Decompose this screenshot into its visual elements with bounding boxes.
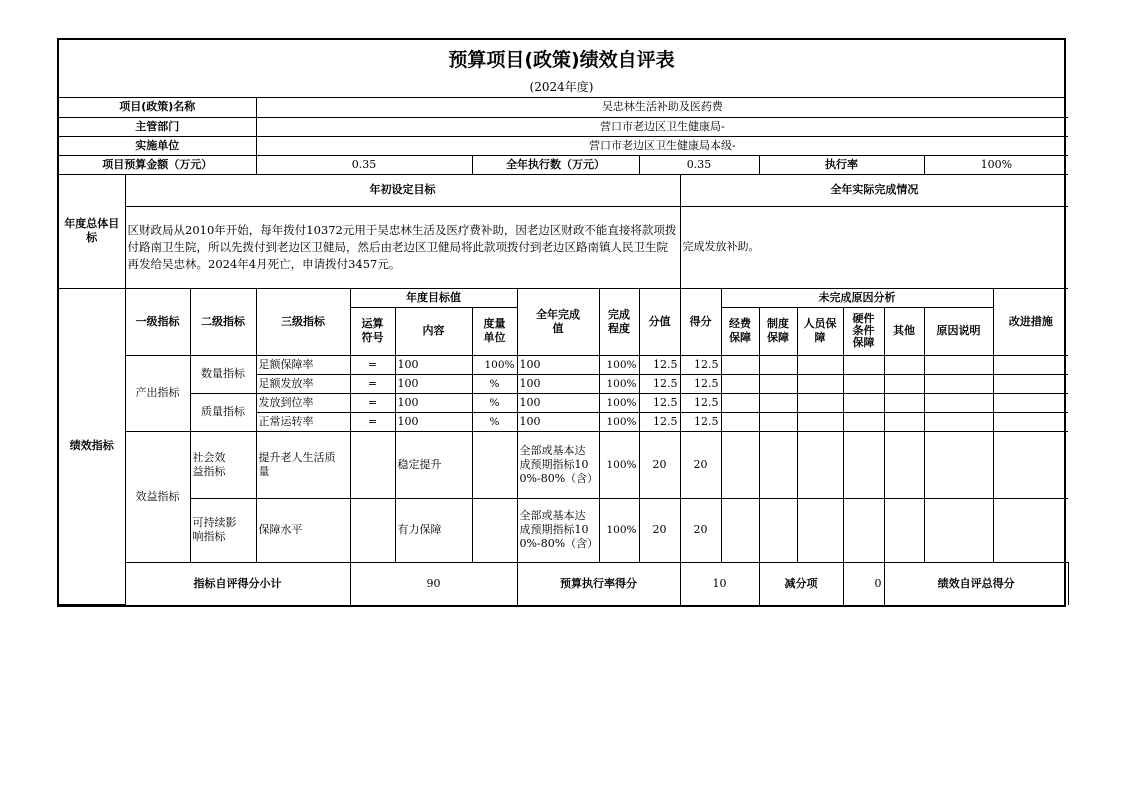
indicator-score: 12.5	[680, 374, 721, 393]
empty-cell	[924, 355, 993, 374]
rate-label: 执行率	[759, 155, 924, 174]
empty-cell	[797, 374, 843, 393]
empty-cell	[993, 412, 1068, 431]
initial-goal-text: 区财政局从2010年开始，每年拨付10372元用于吴忠林生活及医疗费补助，因老边区财政不能直接将款项拨付路南卫生院，所以先拨付到老边区卫健局，然后由老边区卫健局将此款项拨付到老边区路南镇人民卫生院再发给吴忠林。2024年4月死亡，申请拨付3457元。	[125, 206, 680, 288]
indicator-name: 正常运转率	[256, 412, 350, 431]
benefit-level1-label: 效益指标	[125, 431, 190, 562]
level1-header: 一级指标	[125, 288, 190, 355]
budget-row	[59, 155, 1068, 174]
dept-value: 营口市老边区卫生健康局-	[256, 117, 1068, 136]
empty-cell	[759, 393, 797, 412]
indicator-content: 有力保障	[395, 498, 472, 562]
empty-cell	[884, 498, 924, 562]
empty-cell	[843, 355, 884, 374]
subtotal-label: 指标自评得分小计	[125, 562, 350, 605]
empty-cell	[884, 412, 924, 431]
quantity-level2-label: 数量指标	[190, 355, 256, 393]
indicator-degree: 100%	[599, 412, 639, 431]
indicator-points: 12.5	[639, 393, 680, 412]
empty-cell	[759, 498, 797, 562]
empty-cell	[924, 374, 993, 393]
goals-content-row	[59, 206, 1068, 288]
empty-cell	[721, 498, 759, 562]
indicator-content: 100	[395, 355, 472, 374]
goals-section-label: 年度总体目标	[59, 174, 125, 288]
project-name-label: 项目(政策)名称	[59, 98, 256, 117]
indicator-score: 12.5	[680, 393, 721, 412]
indicator-value: 100	[517, 355, 599, 374]
indicator-operator: =	[350, 374, 395, 393]
indicator-score: 12.5	[680, 355, 721, 374]
empty-cell	[797, 498, 843, 562]
sheet-year: (2024年度)	[59, 76, 1064, 98]
goals-header-row	[59, 174, 1068, 206]
subtotal-value: 90	[350, 562, 517, 605]
indicators-section-label: 绩效指标	[59, 288, 125, 605]
indicator-score: 12.5	[680, 412, 721, 431]
indicator-score: 20	[680, 431, 721, 498]
actual-result-text: 完成发放补助。	[680, 206, 1068, 288]
empty-cell	[472, 431, 517, 498]
empty-cell	[759, 355, 797, 374]
quality-level2-label: 质量指标	[190, 393, 256, 431]
indicator-name: 足额发放率	[256, 374, 350, 393]
reason-desc-header: 原因说明	[924, 307, 993, 355]
funding-header: 经费保障	[721, 307, 759, 355]
indicator-operator: =	[350, 393, 395, 412]
output-level1-label: 产出指标	[125, 355, 190, 431]
indicator-value: 全部或基本达成预期指标100%-80%（含）	[517, 431, 599, 498]
indicator-points: 12.5	[639, 412, 680, 431]
table-row	[59, 498, 1068, 562]
evaluation-table	[59, 98, 1068, 605]
completion-degree-header: 完成程度	[599, 288, 639, 355]
footer-row	[59, 562, 1068, 605]
dept-label: 主管部门	[59, 117, 256, 136]
empty-cell	[993, 374, 1068, 393]
level3-header: 三级指标	[256, 288, 350, 355]
empty-cell	[924, 498, 993, 562]
project-name-value: 吴忠林生活补助及医药费	[256, 98, 1068, 117]
exec-label: 全年执行数（万元）	[472, 155, 639, 174]
empty-cell	[924, 393, 993, 412]
empty-cell	[924, 412, 993, 431]
benefit-level2-label: 可持续影响指标	[190, 498, 256, 562]
indicator-score: 20	[680, 498, 721, 562]
unit-row	[59, 136, 1068, 155]
budget-value: 0.35	[256, 155, 472, 174]
indicator-name: 发放到位率	[256, 393, 350, 412]
empty-cell	[993, 355, 1068, 374]
unit-value: 营口市老边区卫生健康局本级-	[256, 136, 1068, 155]
sheet-title: 预算项目(政策)绩效自评表	[448, 48, 675, 71]
empty-cell	[721, 355, 759, 374]
indicator-content: 100	[395, 412, 472, 431]
empty-cell	[843, 412, 884, 431]
empty-cell	[797, 355, 843, 374]
empty-cell	[993, 498, 1068, 562]
empty-cell	[721, 412, 759, 431]
completion-value-header: 全年完成值	[517, 288, 599, 355]
indicator-points: 20	[639, 498, 680, 562]
indicator-degree: 100%	[599, 355, 639, 374]
score-header: 得分	[680, 288, 721, 355]
annual-target-header: 年度目标值	[350, 288, 517, 307]
score-value-header: 分值	[639, 288, 680, 355]
dept-row	[59, 117, 1068, 136]
indicator-unit: 100%	[472, 355, 517, 374]
indicator-degree: 100%	[599, 498, 639, 562]
indicator-degree: 100%	[599, 431, 639, 498]
indicator-degree: 100%	[599, 393, 639, 412]
level2-header: 二级指标	[190, 288, 256, 355]
empty-cell	[843, 431, 884, 498]
indicator-name: 保障水平	[256, 498, 350, 562]
empty-cell	[924, 431, 993, 498]
budget-score-label: 预算执行率得分	[517, 562, 680, 605]
measures-header: 改进措施	[993, 288, 1068, 355]
personnel-header: 人员保障	[797, 307, 843, 355]
empty-cell	[721, 393, 759, 412]
empty-cell	[350, 498, 395, 562]
empty-cell	[993, 431, 1068, 498]
empty-cell	[721, 374, 759, 393]
initial-goal-label: 年初设定目标	[125, 174, 680, 206]
deduction-label: 减分项	[759, 562, 843, 605]
table-row	[59, 393, 1068, 412]
empty-cell	[843, 498, 884, 562]
other-header: 其他	[884, 307, 924, 355]
deduction-value: 0	[843, 562, 884, 605]
empty-cell	[993, 393, 1068, 412]
empty-cell	[759, 374, 797, 393]
benefit-level2-label: 社会效益指标	[190, 431, 256, 498]
indicator-degree: 100%	[599, 374, 639, 393]
operator-header: 运算符号	[350, 307, 395, 355]
rate-value: 100%	[924, 155, 1068, 174]
indicator-points: 20	[639, 431, 680, 498]
indicator-name: 提升老人生活质量	[256, 431, 350, 498]
budget-score-value: 10	[680, 562, 759, 605]
empty-cell	[759, 412, 797, 431]
empty-cell	[721, 431, 759, 498]
indicator-content: 100	[395, 393, 472, 412]
system-header: 制度保障	[759, 307, 797, 355]
indicator-points: 12.5	[639, 355, 680, 374]
table-row	[59, 355, 1068, 374]
total-label: 绩效自评总得分	[884, 562, 1068, 605]
indicator-value: 100	[517, 374, 599, 393]
hardware-header: 硬件条件保障	[843, 307, 884, 355]
budget-label: 项目预算金额（万元）	[59, 155, 256, 174]
empty-cell	[884, 431, 924, 498]
unit-header: 度量单位	[472, 307, 517, 355]
evaluation-sheet	[57, 38, 1066, 607]
indicator-name: 足额保障率	[256, 355, 350, 374]
empty-cell	[350, 431, 395, 498]
table-row	[59, 431, 1068, 498]
indicator-unit: %	[472, 393, 517, 412]
indicator-operator: =	[350, 355, 395, 374]
indicator-operator: =	[350, 412, 395, 431]
empty-cell	[884, 374, 924, 393]
exec-value: 0.35	[639, 155, 759, 174]
indicator-value: 100	[517, 412, 599, 431]
empty-cell	[797, 431, 843, 498]
empty-cell	[843, 393, 884, 412]
empty-cell	[472, 498, 517, 562]
indicator-content: 100	[395, 374, 472, 393]
indicator-value: 全部或基本达成预期指标100%-80%（含）	[517, 498, 599, 562]
content-header: 内容	[395, 307, 472, 355]
indicator-header-row-1	[59, 288, 1068, 307]
unit-label: 实施单位	[59, 136, 256, 155]
project-name-row	[59, 98, 1068, 117]
empty-cell	[759, 431, 797, 498]
empty-cell	[843, 374, 884, 393]
indicator-points: 12.5	[639, 374, 680, 393]
indicator-unit: %	[472, 412, 517, 431]
empty-cell	[884, 393, 924, 412]
empty-cell	[797, 393, 843, 412]
actual-result-label: 全年实际完成情况	[680, 174, 1068, 206]
empty-cell	[884, 355, 924, 374]
indicator-value: 100	[517, 393, 599, 412]
empty-cell	[797, 412, 843, 431]
indicator-content: 稳定提升	[395, 431, 472, 498]
reason-analysis-header: 未完成原因分析	[721, 288, 993, 307]
indicator-unit: %	[472, 374, 517, 393]
